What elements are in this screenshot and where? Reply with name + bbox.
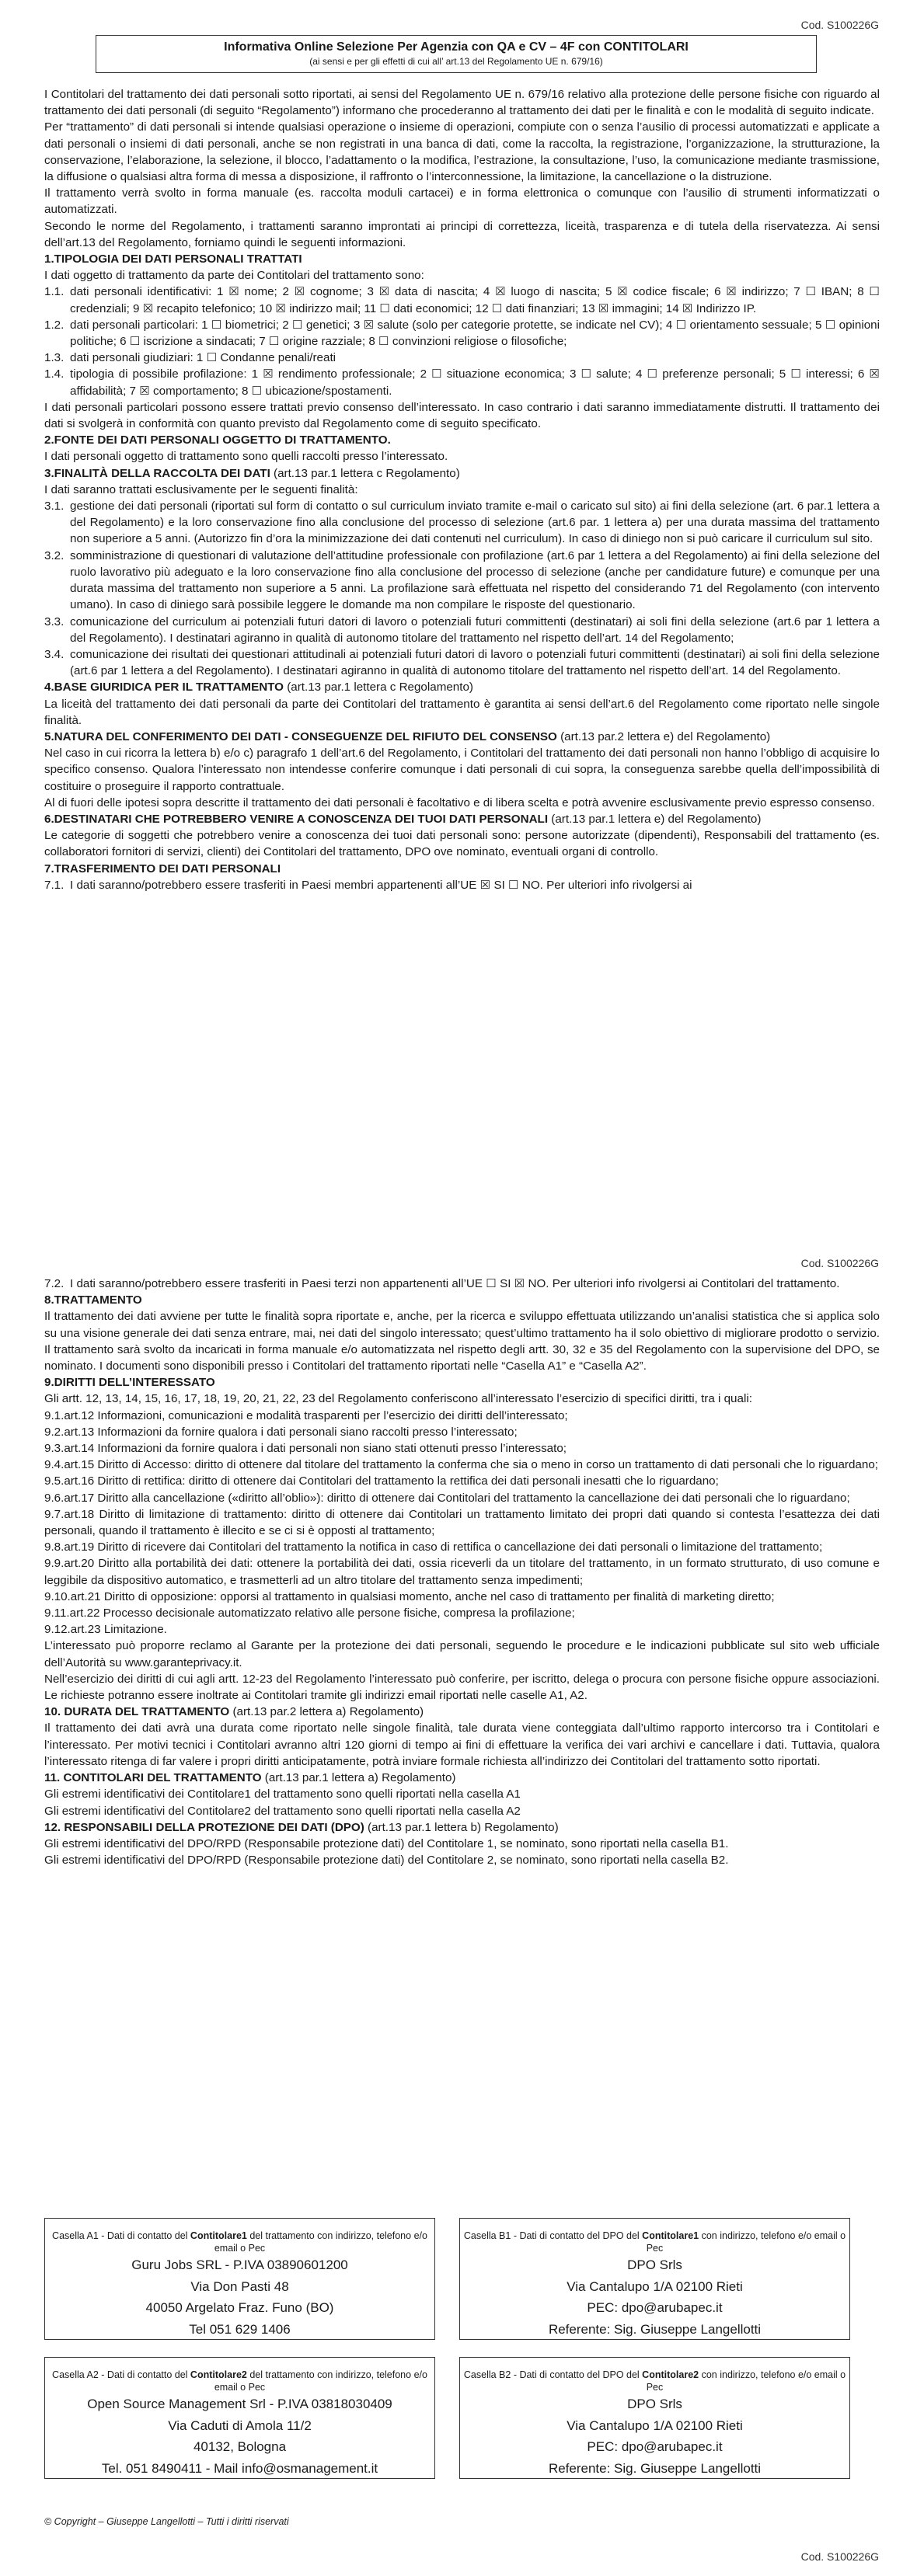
paragraph: 9.9.art.20 Diritto alla portabilità dei dati: ottenere la portabilità dei dati, ossia riceverli da un titolare del trattamento, in un formato strutturato, di uso comune e leggibile da dispositivo automatico, e trasmetterli ad un altro titolare del trattamento senza impedimenti; <box>44 1557 880 1587</box>
box-b2-header: Casella B2 - Dati di contatto del DPO del Contitolare2 con indirizzo, telefono e/o email o Pec <box>463 2369 846 2393</box>
box-b2-line: PEC: dpo@arubapec.it <box>587 2439 723 2454</box>
paragraph: 9.10.art.21 Diritto di opposizione: opporsi al trattamento in qualsiasi momento, anche nel caso di trattamento per finalità di marketing diretto; <box>44 1589 775 1603</box>
section-reference: (art.13 par.1 lettera c Regolamento) <box>270 466 460 480</box>
box-a2-line: 40132, Bologna <box>193 2439 287 2454</box>
box-a1-header: Casella A1 - Dati di contatto del Contitolare1 del trattamento con indirizzo, telefono e/o email o Pec <box>52 2230 427 2254</box>
section-number: 4. <box>44 681 54 694</box>
section-title: FONTE DEI DATI PERSONALI OGGETTO DI TRATTAMENTO. <box>54 433 391 447</box>
paragraph: 9.3.art.14 Informazioni da fornire qualora i dati personali non siano stati ottenuti presso l’interessato; <box>44 1442 567 1456</box>
paragraph: Gli estremi identificativi del Contitolare2 del trattamento sono quelli riportati nella casella A2 <box>44 1804 521 1818</box>
box-b1-header: Casella B1 - Dati di contatto del DPO del Contitolare1 con indirizzo, telefono e/o email o Pec <box>463 2230 846 2254</box>
copyright-notice: © Copyright – Giuseppe Langellotti – Tutti i diritti riservati <box>44 2516 289 2527</box>
box-b2-line: Via Cantalupo 1/A 02100 Rieti <box>567 2418 743 2433</box>
list-item-text: dati personali giudiziari: 1 ☐ Condanne penali/reati <box>70 351 336 365</box>
list-item <box>44 877 880 893</box>
section-number: 2. <box>44 433 54 447</box>
box-a1-line: Via Don Pasti 48 <box>190 2278 289 2294</box>
section-heading <box>44 1819 880 1836</box>
list-item-text: dati personali particolari: 1 ☐ biometrici; 2 ☐ genetici; 3 ☒ salute (solo per categorie protette, se indicate nel CV); 4 ☐ orientamento sessuale; 5 ☐ opinioni politiche; 6 ☐ iscrizione a sindacati; 7 ☐ origine razziale; 8 ☐ convinzioni religiose o filosofiche; <box>70 318 880 349</box>
paragraph: Nel caso in cui ricorra la lettera b) e/o c) paragrafo 1 dell’art.6 del Regolamento, i Contitolari del trattamento dei dati personali non hanno l’obbligo di acquisire lo specifico consenso. Qualora l’interessato non intendesse conferire comunque i dati personali di cui sopra, la conseguenza sarebbe quella dell’impossibilità di costituire o proseguire il rapporto contrattuale. <box>44 747 880 793</box>
section-heading <box>44 1704 880 1720</box>
list-item-number: 7.1. <box>44 878 65 892</box>
paragraph: Al di fuori delle ipotesi sopra descritte il trattamento dei dati personali è facoltativo e di libera scelta e potrà avvenire esclusivamente previo espresso consenso. <box>44 795 875 809</box>
paragraph: I dati oggetto di trattamento da parte dei Contitolari del trattamento sono: <box>44 269 424 283</box>
paragraph: Secondo le norme del Regolamento, i trattamenti saranno improntati ai principi di correttezza, liceità, trasparenza e di tutela della riservatezza. Ai sensi dell’art.13 del Regolamento, forniamo quindi le seguenti informazioni. <box>44 219 880 249</box>
paragraph: 9.7.art.18 Diritto di limitazione di trattamento: diritto di ottenere dai Contitolari un trattamento limitato dei propri dati quando si contesta l’esattezza dei dati personali, quando il trattamento è illecito e se ci si è opposti al trattamento; <box>44 1507 880 1538</box>
paragraph: 9.12.art.23 Limitazione. <box>44 1623 167 1637</box>
section-heading <box>44 811 880 827</box>
list-item <box>44 366 880 399</box>
list-item <box>44 498 880 548</box>
page2-body <box>44 1276 880 1868</box>
paragraph: 9.8.art.19 Diritto di ricevere dai Contitolari del trattamento la notifica in caso di rettifica o cancellazione dei dati personali o limitazione del trattamento; <box>44 1540 823 1554</box>
list-item-text: I dati saranno/potrebbero essere trasferiti in Paesi membri appartenenti all’UE ☒ SI ☐ NO. Per ulteriori info rivolgersi ai <box>70 878 692 892</box>
section-title: FINALITÀ DELLA RACCOLTA DEI DATI <box>54 466 270 480</box>
box-a1-line: 40050 Argelato Fraz. Funo (BO) <box>145 2300 334 2315</box>
box-b1-line: Referente: Sig. Giuseppe Langellotti <box>548 2321 762 2337</box>
section-heading <box>44 432 880 448</box>
box-a1-line: Tel 051 629 1406 <box>189 2321 291 2337</box>
section-heading <box>44 729 880 745</box>
list-item-number: 1.3. <box>44 351 65 365</box>
paragraph: Gli estremi identificativi del DPO/RPD (Responsabile protezione dati) del Contitolare 1, se nominato, sono riportati nella casella B1. <box>44 1836 729 1850</box>
section-title: DESTINATARI CHE POTREBBERO VENIRE A CONOSCENZA DEI TUOI DATI PERSONALI <box>54 812 549 826</box>
list-item-text: gestione dei dati personali (riportati sul form di contatto o sul curriculum inviato tramite e-mail o caricato sul sito) ai fini della selezione (art. 6 par.1 lettera a del Regolamento) e la loro conservazione fino alla conclusione del processo di selezione (art.6 par. 1 lettera a) per una durata massima del trattamento non superiore a 5 anni. (Autorizzo fin d’ora la minimizzazione dei dati contenuti nel curriculum). In caso di diniego non si può caricare il curriculum sul sito. <box>70 500 880 546</box>
box-a1 <box>44 2218 435 2340</box>
box-a1-line: Guru Jobs SRL - P.IVA 03890601200 <box>131 2257 348 2272</box>
document-code-top: Cod. S100226G <box>800 19 879 31</box>
list-item-number: 3.2. <box>44 548 65 562</box>
section-heading <box>44 679 880 695</box>
paragraph: L’interessato può proporre reclamo al Garante per la protezione dei dati personali, seguendo le procedure e le indicazioni pubblicate sul sito web ufficiale dell’Autorità su www.garanteprivacy.it. <box>44 1639 880 1669</box>
list-item-text: comunicazione dei risultati dei questionari attitudinali ai potenziali futuri datori di lavoro o potenziali futuri committenti (destinatari) ai soli fini della selezione (art.6 par 1 lettera a del Regolamento). I destinatari agiranno in qualità di autonomo titolare del trattamento nel rispetto dell’art. 14 del Regolamento. <box>70 647 880 678</box>
paragraph: Gli estremi identificativi dei Contitolare1 del trattamento sono quelli riportati nella casella A1 <box>44 1788 521 1801</box>
list-item-text: I dati saranno/potrebbero essere trasferiti in Paesi terzi non appartenenti all’UE ☐ SI ☒ NO. Per ulteriori info rivolgersi ai Contitolari del trattamento. <box>70 1277 840 1290</box>
paragraph: 9.5.art.16 Diritto di rettifica: diritto di ottenere dai Contitolari del trattamento la rettifica dei dati personali inesatti che lo riguardano; <box>44 1474 719 1488</box>
list-item-number: 7.2. <box>44 1277 65 1290</box>
section-number: 9. <box>44 1376 54 1390</box>
paragraph: 9.2.art.13 Informazioni da fornire qualora i dati personali siano raccolti presso l’interessato; <box>44 1425 518 1439</box>
list-item-number: 1.2. <box>44 318 65 332</box>
box-a2 <box>44 2357 435 2479</box>
list-item <box>44 614 880 646</box>
paragraph: La liceità del trattamento dei dati personali da parte dei Contitolari del trattamento è garantita ai sensi dell’art.6 del Regolamento come riportato nelle singole finalità. <box>44 697 880 727</box>
paragraph: 9.6.art.17 Diritto alla cancellazione («diritto all’oblio»): diritto di ottenere dai Contitolari del trattamento la cancellazione dei dati personali che lo riguardano; <box>44 1491 850 1505</box>
section-reference: (art.13 par.2 lettera a) Regolamento) <box>229 1705 424 1719</box>
list-item-number: 1.1. <box>44 285 65 299</box>
list-item <box>44 317 880 350</box>
list-item <box>44 350 880 366</box>
document-title: Informativa Online Selezione Per Agenzia con QA e CV – 4F con CONTITOLARI <box>224 40 689 54</box>
document-code-middle: Cod. S100226G <box>800 1257 879 1269</box>
paragraph: 9.1.art.12 Informazioni, comunicazioni e modalità trasparenti per l’esercizio dei diritti dell’interessato; <box>44 1408 568 1422</box>
section-number: 5. <box>44 729 54 743</box>
paragraph: I dati personali particolari possono essere trattati previo consenso dell’interessato. In caso contrario i dati saranno immediatamente distrutti. Il trattamento dei dati si svolgerà in conformità con quanto previsto dal Regolamento come di seguito specificato. <box>44 400 880 431</box>
section-heading <box>44 1770 880 1786</box>
paragraph: Per “trattamento” di dati personali si intende qualsiasi operazione o insieme di operazioni, compiute con o senza l’ausilio di processi automatizzati e applicate a dati personali o insiemi di dati personali, anche se non registrati in una banca di dati, come la raccolta, la registrazione, l’organizzazione, la strutturazione, la conservazione, l’elaborazione, la selezione, il blocco, l’adattamento o la modifica, l’estrazione, la consultazione, l’uso, la comunicazione mediante trasmissione, la diffusione o qualsiasi altra forma di messa a disposizione, il raffronto o l’interconnessione, la limitazione, la cancellazione o la distruzione. <box>44 120 880 184</box>
page1-body <box>44 86 880 893</box>
list-item-number: 1.4. <box>44 367 65 381</box>
box-a2-line: Via Caduti di Amola 11/2 <box>168 2418 312 2433</box>
list-item-text: dati personali identificativi: 1 ☒ nome; 2 ☒ cognome; 3 ☒ data di nascita; 4 ☒ luogo di nascita; 5 ☒ codice fiscale; 6 ☒ indirizzo; 7 ☐ IBAN; 8 ☐ credenziali; 9 ☒ recapito telefonico; 10 ☒ indirizzo mail; 11 ☐ dati economici; 12 ☐ dati finanziari; 13 ☒ immagini; 14 ☒ Indirizzo IP. <box>70 285 880 315</box>
section-reference: (art.13 par.2 lettera e) del Regolamento) <box>556 729 771 743</box>
paragraph: Il trattamento verrà svolto in forma manuale (es. raccolta moduli cartacei) e in forma elettronica o comunque con l’ausilio di strumenti informatizzati o automatizzati. <box>44 186 880 217</box>
section-heading <box>44 1292 880 1308</box>
paragraph: I dati personali oggetto di trattamento sono quelli raccolti presso l’interessato. <box>44 450 448 464</box>
section-title: 11. CONTITOLARI DEL TRATTAMENTO <box>44 1771 262 1785</box>
document-subtitle: (ai sensi e per gli effetti di cui all’ art.13 del Regolamento UE n. 679/16) <box>309 56 603 67</box>
document-title-box <box>96 35 817 73</box>
paragraph: 9.11.art.22 Processo decisionale automatizzato relativo alle persone fisiche, compresa la profilazione; <box>44 1607 575 1620</box>
section-number: 3. <box>44 466 54 480</box>
section-reference: (art.13 par.1 lettera e) del Regolamento) <box>548 812 762 826</box>
section-title: DIRITTI DELL’INTERESSATO <box>54 1376 215 1390</box>
box-b2 <box>459 2357 850 2479</box>
list-item <box>44 284 880 316</box>
box-a2-line: Open Source Management Srl - P.IVA 03818030409 <box>87 2397 392 2411</box>
box-a2-line: Tel. 051 8490411 - Mail info@osmanagement.it <box>101 2460 378 2476</box>
list-item-text: comunicazione del curriculum ai potenziali futuri datori di lavoro o potenziali futuri committenti (destinatari) ai soli fini della selezione (art.6 par 1 lettera a del Regolamento). I destinatari agiranno in qualità di autonomo titolare del trattamento nel rispetto dell’art. 14 del Regolamento; <box>70 614 880 645</box>
paragraph: I dati saranno trattati esclusivamente per le seguenti finalità: <box>44 482 358 496</box>
section-heading <box>44 465 880 482</box>
list-item <box>44 646 880 679</box>
section-reference: (art.13 par.1 lettera c Regolamento) <box>284 681 473 694</box>
paragraph: Gli artt. 12, 13, 14, 15, 16, 17, 18, 19, 20, 21, 22, 23 del Regolamento conferiscono all’interessato l’esercizio di specifici diritti, tra i quali: <box>44 1392 752 1406</box>
box-b2-line: Referente: Sig. Giuseppe Langellotti <box>548 2460 762 2476</box>
section-reference: (art.13 par.1 lettera b) Regolamento) <box>364 1820 559 1834</box>
box-b1 <box>459 2218 850 2340</box>
paragraph: Nell’esercizio dei diritti di cui agli artt. 12-23 del Regolamento l’interessato può conferire, per iscritto, delega o procura con persone fisiche oppure associazioni. Le richieste potranno essere inoltrate ai Contitolari tramite gli indirizzi email riportati nelle caselle A1, A2. <box>44 1672 880 1703</box>
list-item-number: 3.1. <box>44 500 65 513</box>
section-number: 8. <box>44 1293 54 1307</box>
box-b1-line: PEC: dpo@arubapec.it <box>587 2300 723 2315</box>
section-title: TRATTAMENTO <box>54 1293 142 1307</box>
list-item-text: tipologia di possibile profilazione: 1 ☒ rendimento professionale; 2 ☐ situazione economica; 3 ☐ salute; 4 ☐ preferenze personali; 5 ☐ interessi; 6 ☒ affidabilità; 7 ☒ comportamento; 8 ☐ ubicazione/spostamenti. <box>70 367 880 398</box>
list-item <box>44 548 880 614</box>
section-title: 10. DURATA DEL TRATTAMENTO <box>44 1705 230 1719</box>
paragraph: I Contitolari del trattamento dei dati personali sotto riportati, ai sensi del Regolamento UE n. 679/16 relativo alla protezione delle persone fisiche con riguardo al trattamento dei dati personali (di seguito “Regolamento”) informano che procederanno al trattamento dei dati per le finalità e con le modalità di seguito indicate. <box>44 88 880 118</box>
box-b1-line: Via Cantalupo 1/A 02100 Rieti <box>567 2278 743 2294</box>
box-b2-line: DPO Srls <box>627 2397 682 2411</box>
paragraph: Il trattamento dei dati avviene per tutte le finalità sopra riportate e, anche, per la ricerca e sviluppo effettuata utilizzando un’analisi statistica che si applica solo su una visione generale dei dati senza entrare, mai, nei dati del singolo interessato; quest’ultimo trattamento ha il solo obiettivo di migliorare prodotto o servizio. Il trattamento sarà svolto da incaricati in forma manuale e/o automatizzata nel rispetto degli artt. 30, 32 e 35 del Regolamento con la supervisione del DPO, se nominato. I documenti sono disponibili presso i Contitolari del trattamento riportati nelle “Casella A1” e “Casella A2”. <box>44 1310 880 1373</box>
paragraph: Il trattamento dei dati avrà una durata come riportato nelle singole finalità, tale durata viene conteggiata dall’ultimo rapporto intercorso tra i Contitolari e l’interessato. Per motivi tecnici i Contitolari avranno altri 120 giorni di tempo ai fini di effettuare la verifica dei vari archivi e cancellare i dati. Tuttavia, qualora l’interessato ritenga di far valere i propri diritti anticipatamente, potrà inviare formale richiesta all’indirizzo dei Contitolari del trattamento sotto riportati. <box>44 1721 880 1768</box>
section-heading <box>44 251 880 267</box>
section-heading <box>44 1374 880 1391</box>
section-number: 6. <box>44 812 54 826</box>
box-b1-line: DPO Srls <box>627 2257 682 2272</box>
section-number: 7. <box>44 862 54 875</box>
section-reference: (art.13 par.1 lettera a) Regolamento) <box>261 1771 456 1785</box>
section-number: 1. <box>44 252 54 266</box>
document-code-bottom: Cod. S100226G <box>800 2550 879 2563</box>
paragraph: 9.4.art.15 Diritto di Accesso: diritto di ottenere dal titolare del trattamento la conferma che sia o meno in corso un trattamento di dati personali che lo riguardano; <box>44 1458 878 1472</box>
box-a2-header: Casella A2 - Dati di contatto del Contitolare2 del trattamento con indirizzo, telefono e/o email o Pec <box>52 2369 427 2393</box>
section-title: BASE GIURIDICA PER IL TRATTAMENTO <box>54 681 284 694</box>
list-item-text: somministrazione di questionari di valutazione dell’attitudine professionale con profilazione (art.6 par 1 lettera a del Regolamento) ai fini della selezione del ruolo lavorativo più adeguato e la loro conservazione fino alla conclusione del processo di selezione (anche per candidature future) e comunque per una durata massima del trattamento non superiore a 5 anni. La profilazione sarà effettuata nel rispetto del considerando 71 del Regolamento (con intervento umano). In caso di diniego sarà possibile leggere le domande ma non compilare le risposte del questionario. <box>70 548 880 612</box>
list-item-number: 3.4. <box>44 647 65 661</box>
section-title: TRASFERIMENTO DEI DATI PERSONALI <box>54 862 281 875</box>
list-item-number: 3.3. <box>44 614 65 628</box>
section-title: 12. RESPONSABILI DELLA PROTEZIONE DEI DATI (DPO) <box>44 1820 364 1834</box>
section-title: TIPOLOGIA DEI DATI PERSONALI TRATTATI <box>54 252 302 266</box>
section-heading <box>44 861 880 877</box>
paragraph: Gli estremi identificativi del DPO/RPD (Responsabile protezione dati) del Contitolare 2, se nominato, sono riportati nella casella B2. <box>44 1854 729 1868</box>
section-title: NATURA DEL CONFERIMENTO DEI DATI - CONSEGUENZE DEL RIFIUTO DEL CONSENSO <box>54 729 557 743</box>
paragraph: Le categorie di soggetti che potrebbero venire a conoscenza dei tuoi dati personali sono: persone autorizzate (dipendenti), Responsabili del trattamento (es. collaboratori fornitori di servizi, clienti) dei Contitolari del trattamento, DPO ove nominato, eventuali organi di controllo. <box>44 829 880 859</box>
list-item <box>44 1276 880 1292</box>
